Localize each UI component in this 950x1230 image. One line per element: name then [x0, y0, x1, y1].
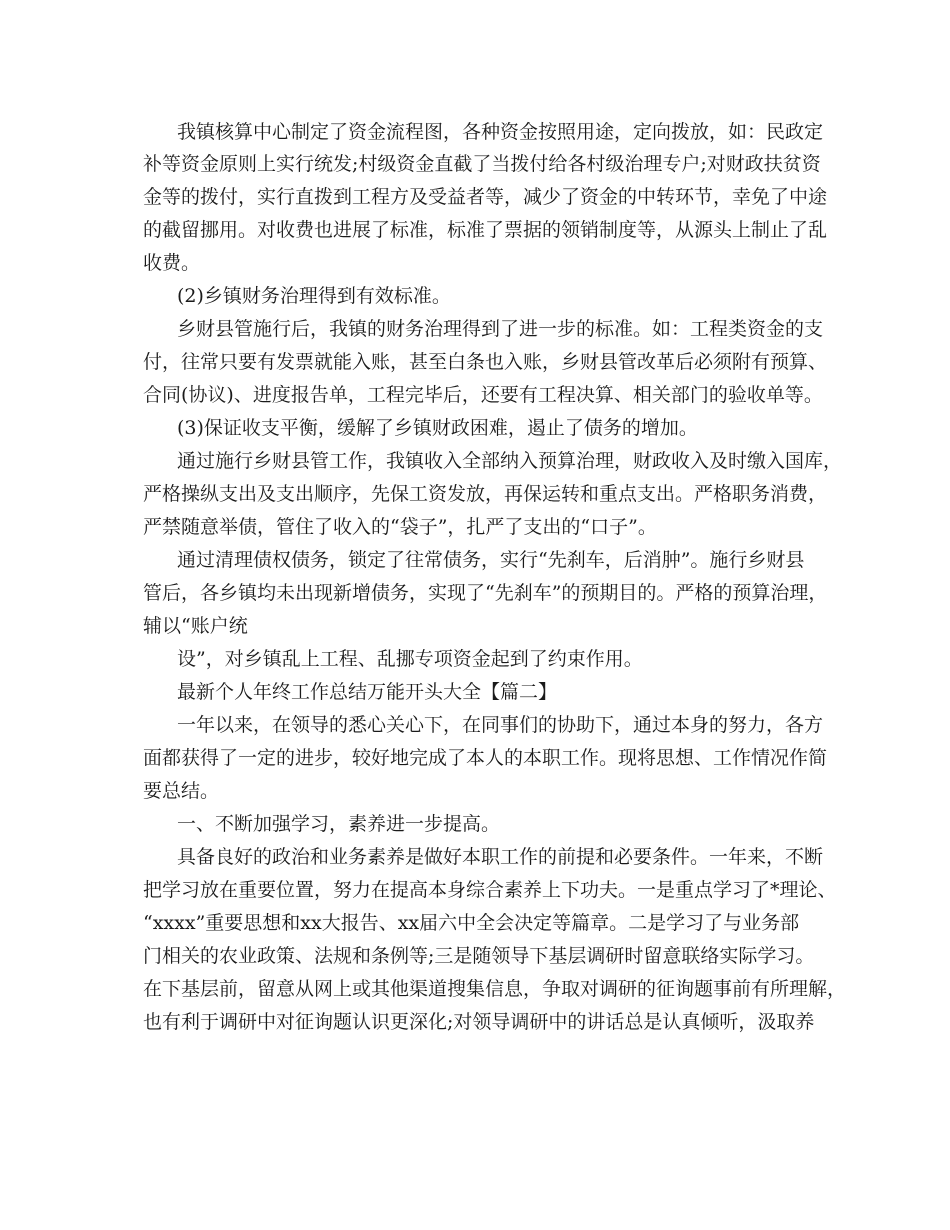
section-heading: (3)保证收支平衡，缓解了乡镇财政困难，遏止了债务的增加。: [177, 417, 698, 439]
paragraph-line: 收费。: [143, 252, 201, 274]
paragraph-line: 严禁随意举债，管住了收入的“袋子”，扎严了支出的“口子”。: [143, 516, 657, 538]
paragraph-line: 通过施行乡财县管工作，我镇收入全部纳入预算治理，财政收入及时缴入国库，: [177, 450, 843, 472]
paragraph-line: 金等的拨付，实行直拨到工程方及受益者等，减少了资金的中转环节，幸免了中途: [143, 186, 828, 208]
paragraph-line: 辅以“账户统: [143, 615, 248, 637]
paragraph-line: 付，往常只要有发票就能入账，甚至白条也入账，乡财县管改革后必须附有预算、: [143, 351, 828, 373]
paragraph-line: 面都获得了一定的进步，较好地完成了本人的本职工作。现将思想、工作情况作简: [143, 747, 828, 769]
paragraph-line: 补等资金原则上实行统发;村级资金直截了当拨付给各村级治理专户;对财政扶贫资: [143, 153, 821, 175]
paragraph-line: 管后，各乡镇均未出现新增债务，实现了“先刹车”的预期目的。严格的预算治理，: [143, 582, 828, 604]
section-heading: 一、不断加强学习，素养进一步提高。: [177, 813, 501, 835]
paragraph-line: 乡财县管施行后，我镇的财务治理得到了进一步的标准。如：工程类资金的支: [177, 318, 824, 340]
paragraph-line: 我镇核算中心制定了资金流程图，各种资金按照用途，定向拨放，如：民政定: [177, 121, 824, 143]
paragraph-line: 在下基层前，留意从网上或其他渠道搜集信息，争取对调研的征询题事前有所理解，: [143, 978, 847, 1000]
paragraph-line: 把学习放在重要位置，努力在提高本身综合素养上下功夫。一是重点学习了*理论、: [143, 879, 837, 901]
paragraph-line: 具备良好的政治和业务素养是做好本职工作的前提和必要条件。一年来，不断: [177, 846, 824, 868]
paragraph-line: 通过清理债权债务，锁定了往常债务，实行“先刹车，后消肿”。施行乡财县: [177, 549, 805, 571]
paragraph-line: “xxxx”重要思想和xx大报告、xx届六中全会决定等篇章。二是学习了与业务部: [143, 912, 800, 934]
paragraph-line: 合同(协议)、进度报告单，工程完毕后，还要有工程决算、相关部门的验收单等。: [143, 384, 823, 406]
paragraph-line: 要总结。: [143, 780, 220, 802]
article-title: 最新个人年终工作总结万能开头大全【篇二】: [177, 681, 558, 703]
paragraph-line: 也有利于调研中对征询题认识更深化;对领导调研中的讲话总是认真倾听，汲取养: [143, 1011, 815, 1033]
section-heading: (2)乡镇财务治理得到有效标准。: [177, 285, 451, 307]
paragraph-line: 严格操纵支出及支出顺序，先保工资发放，再保运转和重点支出。严格职务消费，: [143, 483, 828, 505]
paragraph-line: 设”，对乡镇乱上工程、乱挪专项资金起到了约束作用。: [177, 648, 643, 670]
paragraph-line: 门相关的农业政策、法规和条例等;三是随领导下基层调研时留意联络实际学习。: [143, 945, 815, 967]
paragraph-line: 一年以来，在领导的悉心关心下，在同事们的协助下，通过本身的努力，各方: [177, 714, 824, 736]
paragraph-line: 的截留挪用。对收费也进展了标准，标准了票据的领销制度等，从源头上制止了乱: [143, 219, 828, 241]
